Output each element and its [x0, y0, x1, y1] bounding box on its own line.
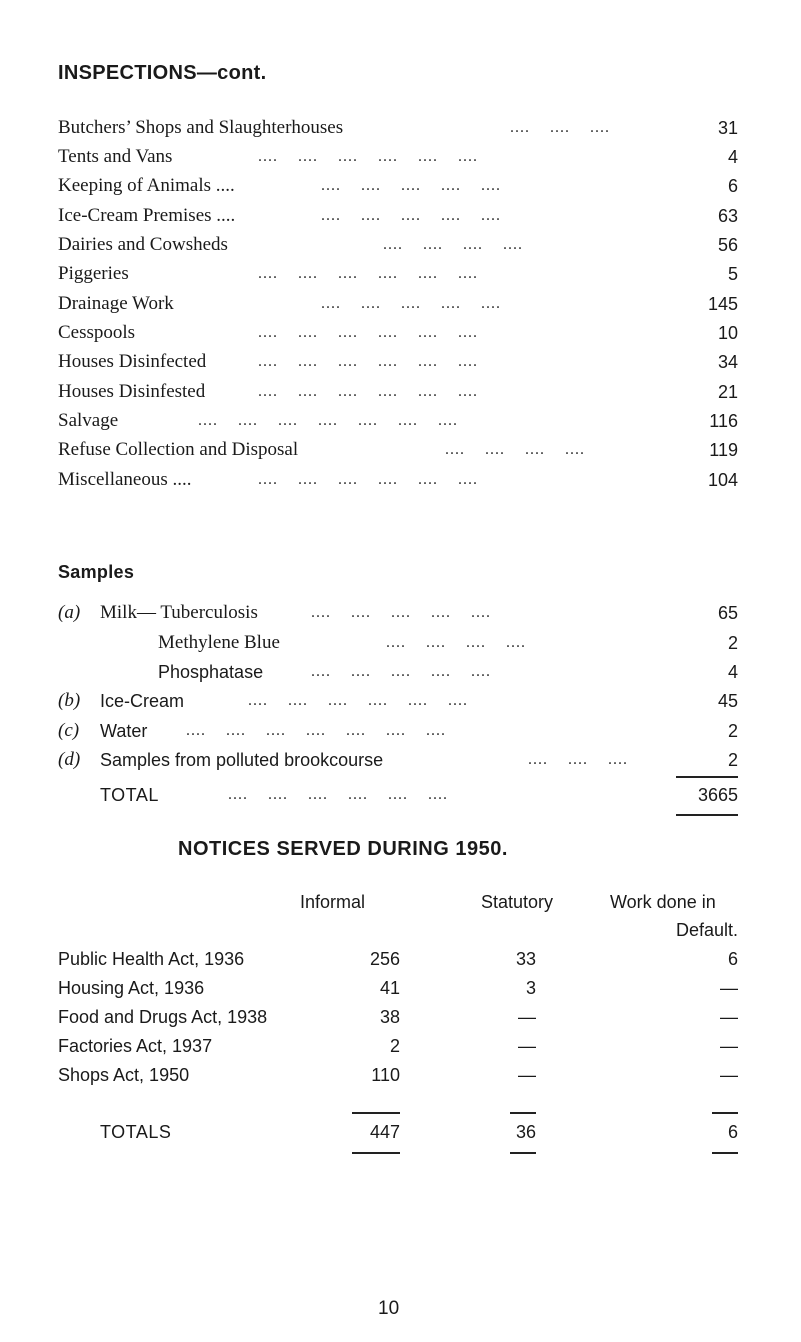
- page-heading: INSPECTIONS—cont.: [58, 62, 267, 84]
- column-header-informal: Informal: [300, 892, 366, 912]
- item-value: 2: [727, 750, 738, 770]
- list-item: [58, 467, 738, 493]
- notices-title: NOTICES SERVED DURING 1950.: [178, 838, 508, 860]
- table-row-act: Shops Act, 1950: [58, 1065, 190, 1085]
- table-cell-informal: 110: [371, 1065, 400, 1085]
- column-header-default-2: Default.: [675, 920, 738, 940]
- totals-rule-bottom-default: [712, 1152, 738, 1154]
- item-label: Methylene Blue: [158, 632, 280, 653]
- total-value: 3665: [697, 785, 738, 805]
- item-letter: (c): [58, 720, 80, 741]
- item-value: 145: [707, 294, 738, 314]
- table-row-act: Factories Act, 1937: [58, 1036, 213, 1056]
- list-item: [58, 173, 738, 199]
- leader-dots: .... .... .... .... ....: [321, 207, 501, 224]
- item-value: 10: [717, 323, 738, 343]
- leader-dots: .... .... .... .... .... ....: [258, 265, 478, 282]
- table-cell-default: —: [720, 1036, 738, 1056]
- list-item: [58, 437, 738, 463]
- totals-rule-top-statutory: [510, 1112, 536, 1114]
- list-item: [58, 600, 738, 626]
- item-label: Piggeries: [58, 263, 129, 284]
- totals-rule-bottom-statutory: [510, 1152, 536, 1154]
- leader-dots: .... .... .... .... .... ....: [258, 353, 478, 370]
- leader-dots: .... .... .... ....: [383, 236, 523, 253]
- item-value: 65: [717, 603, 738, 623]
- list-item: [58, 408, 738, 434]
- item-label: Ice-Cream: [100, 691, 185, 711]
- table-row-act: Public Health Act, 1936: [58, 949, 245, 969]
- list-item: [58, 261, 738, 287]
- totals-informal: 447: [369, 1122, 400, 1142]
- samples-heading: Samples: [58, 562, 135, 582]
- leader-dots: .... .... .... .... .... ....: [258, 383, 478, 400]
- item-letter: (a): [58, 602, 81, 623]
- leader-dots: .... .... .... .... .... ....: [258, 471, 478, 488]
- leader-dots: .... .... .... .... .... .... ....: [186, 722, 446, 739]
- table-cell-statutory: 3: [525, 978, 536, 998]
- list-item: [58, 203, 738, 229]
- list-item: [58, 232, 738, 258]
- item-value: 34: [717, 352, 738, 372]
- totals-statutory: 36: [515, 1122, 536, 1142]
- list-item: [58, 718, 738, 744]
- item-value: 31: [717, 118, 738, 138]
- table-cell-default: —: [720, 1065, 738, 1085]
- list-item: [58, 379, 738, 405]
- list-item: [58, 320, 738, 346]
- item-label: Milk— Tuberculosis: [100, 602, 258, 623]
- totals-default: 6: [727, 1122, 738, 1142]
- table-cell-statutory: —: [518, 1036, 536, 1056]
- table-cell-informal: 41: [379, 978, 400, 998]
- table-cell-informal: 256: [369, 949, 400, 969]
- column-header-statutory: Statutory: [481, 892, 554, 912]
- totals-label: TOTALS: [100, 1122, 172, 1142]
- column-header-default: Work done in: [610, 892, 716, 912]
- item-value: 45: [717, 691, 738, 711]
- item-label: Houses Disinfected: [58, 351, 207, 372]
- totals-rule-top-default: [712, 1112, 738, 1114]
- item-value: 119: [709, 440, 738, 460]
- table-cell-default: —: [720, 978, 738, 998]
- item-letter: (b): [58, 690, 81, 711]
- item-value: 2: [727, 633, 738, 653]
- item-value: 56: [717, 235, 738, 255]
- leader-dots: .... .... .... .... .... .... ....: [198, 412, 458, 429]
- item-label: Tents and Vans: [58, 146, 173, 167]
- item-label: Water: [100, 721, 148, 741]
- item-label: Samples from polluted brookcourse: [100, 750, 384, 770]
- table-cell-statutory: —: [518, 1007, 536, 1027]
- item-label: Refuse Collection and Disposal: [58, 439, 299, 460]
- table-cell-statutory: —: [518, 1065, 536, 1085]
- item-value: 5: [727, 264, 738, 284]
- item-value: 21: [717, 382, 738, 402]
- item-label: Ice-Cream Premises ....: [58, 205, 236, 226]
- leader-dots: .... .... .... .... .... ....: [258, 148, 478, 165]
- list-item: [58, 747, 738, 773]
- list-item: [58, 688, 738, 714]
- leader-dots: .... .... .... .... .... ....: [258, 324, 478, 341]
- list-item: [58, 659, 738, 685]
- item-value: 104: [707, 470, 738, 490]
- leader-dots: .... .... .... .... ....: [321, 177, 501, 194]
- totals-rule-top-informal: [352, 1112, 400, 1114]
- leader-dots: .... .... ....: [510, 119, 610, 136]
- table-cell-default: 6: [727, 949, 738, 969]
- item-label: Drainage Work: [58, 293, 174, 314]
- leader-dots: .... .... .... .... ....: [321, 295, 501, 312]
- item-value: 4: [727, 662, 738, 682]
- total-rule-bottom: [676, 814, 738, 816]
- leader-dots: .... .... .... .... .... ....: [228, 786, 448, 803]
- total-rule-top: [676, 776, 738, 778]
- table-row-act: Housing Act, 1936: [58, 978, 205, 998]
- item-label: Keeping of Animals ....: [58, 175, 235, 196]
- list-item: [58, 349, 738, 375]
- leader-dots: .... .... .... .... .... ....: [248, 692, 468, 709]
- table-cell-informal: 38: [379, 1007, 400, 1027]
- item-value: 4: [727, 147, 738, 167]
- item-value: 116: [709, 411, 738, 431]
- leader-dots: .... .... ....: [528, 751, 628, 768]
- page-number: 10: [378, 1298, 400, 1319]
- table-cell-statutory: 33: [515, 949, 536, 969]
- item-label: Phosphatase: [158, 662, 264, 682]
- item-label: Dairies and Cowsheds: [58, 234, 228, 255]
- item-label: Salvage: [58, 410, 119, 431]
- totals-rule-bottom-informal: [352, 1152, 400, 1154]
- item-value: 6: [727, 176, 738, 196]
- item-label: Cesspools: [58, 322, 136, 343]
- list-item: [58, 291, 738, 317]
- list-item: [58, 115, 738, 141]
- leader-dots: .... .... .... .... ....: [311, 663, 491, 680]
- total-row: [58, 782, 738, 808]
- table-row-act: Food and Drugs Act, 1938: [58, 1007, 268, 1027]
- leader-dots: .... .... .... ....: [386, 634, 526, 651]
- item-value: 63: [717, 206, 738, 226]
- item-value: 2: [727, 721, 738, 741]
- leader-dots: .... .... .... ....: [445, 441, 585, 458]
- item-letter: (d): [58, 749, 81, 770]
- table-cell-informal: 2: [389, 1036, 400, 1056]
- list-item: [58, 144, 738, 170]
- item-label: Butchers’ Shops and Slaughterhouses: [58, 117, 344, 138]
- leader-dots: .... .... .... .... ....: [311, 604, 491, 621]
- table-cell-default: —: [720, 1007, 738, 1027]
- item-label: Miscellaneous ....: [58, 469, 192, 490]
- list-item: [58, 630, 738, 656]
- total-label: TOTAL: [100, 785, 159, 805]
- item-label: Houses Disinfested: [58, 381, 206, 402]
